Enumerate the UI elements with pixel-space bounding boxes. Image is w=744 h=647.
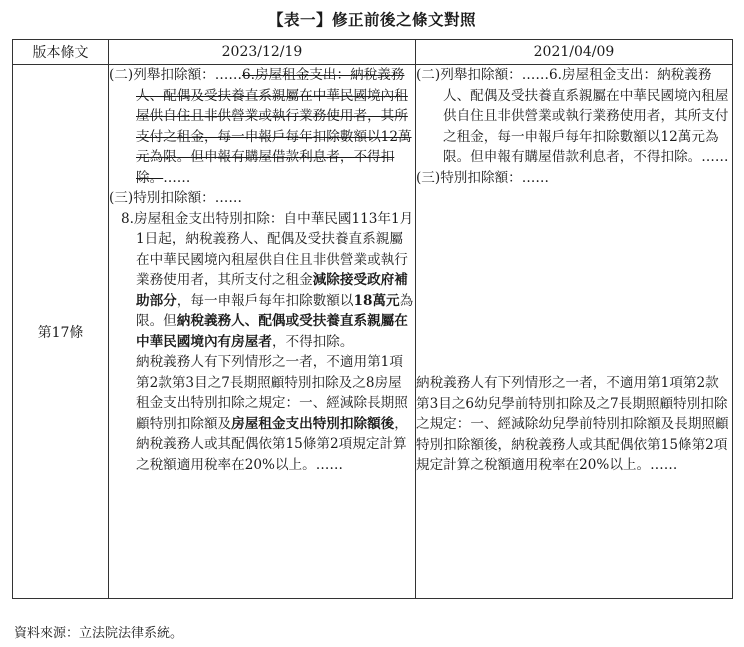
comparison-table [12,39,733,599]
header-label: 版本條文 [13,40,109,65]
article-number: 第17條 [13,65,109,599]
header-row [13,40,733,65]
header-new-date: 2023/12/19 [109,40,416,65]
old-item3: (三)特別扣除額：…… [416,169,549,186]
table-title: 【表一】修正前後之條文對照 [267,10,476,29]
new-item2-deleted-text: 6.房屋租金支出：納稅義務人、配偶及受扶養直系親屬在中華民國境內租屋供自住且非供營業或執行業務使用者，其所支付之租金，每一申報戶每年扣除數額以12萬元為限。但申報有購屋借款利息者，不得扣除。 [136,67,412,186]
new-item8-g: ，不得扣除。 [271,333,354,350]
old-spacer [416,188,732,373]
header-old-date: 2021/04/09 [416,40,733,65]
old-exclusion-para: 納稅義務人有下列情形之一者，不適用第1項第2款第3目之6幼兒學前特別扣除及之7長期照顧特別扣除之規定：一、經減除幼兒學前特別扣除額及長期照顧特別扣除額後，納稅義務人或其配偶依第15條第2項規定計算之稅額適用稅率在20%以上。…… [416,375,729,473]
new-item8-added-1: 減除接受政府補助部分 [136,272,408,309]
old-item2: (二)列舉扣除額：……6.房屋租金支出：納稅義務人、配偶及受扶養直系親屬在中華民國境內租屋供自住且非供營業或執行業務使用者，其所支付之租金，每一申報戶每年扣除數額以12萬元為限。但申報有購屋借款利息者，不得扣除。…… [416,67,729,165]
new-para-a: 納稅義務人有下列情形之一者，不適用第1項第2款第3目之7長期照顧特別扣除及之8房屋租金支出特別扣除之規定：一、經減除長期照顧特別扣除額及 [136,354,408,432]
new-item8-added-3: 納稅義務人、配偶或受扶養直系親屬在中華民國境內有房屋者 [136,313,408,350]
new-version-cell [109,65,416,599]
new-item8 [109,209,415,353]
new-item3: (三)特別扣除額：…… [109,190,242,206]
new-item2-suffix: …… [163,169,191,186]
new-item2 [109,65,415,188]
old-version-cell [416,65,733,599]
new-item8-e: 為限。但 [136,292,414,329]
new-para-added: 房屋租金支出特別扣除額後 [231,415,395,432]
new-item2-prefix: (二)列舉扣除額：…… [109,67,242,83]
source-note: 資料來源：立法院法律系統。 [14,626,184,641]
new-item8-added-2: 18萬元 [353,292,400,309]
new-item8-a: 8.房屋租金支出特別扣除：自中華民國113年1月1日起，納稅義務人、配偶及受扶養直系親屬在中華民國境內租屋供自住且非供營業或執行業務使用者，其所支付之租金 [121,210,414,288]
new-exclusion-para [109,352,415,475]
new-item8-c: ，每一申報戶每年扣除數額以 [176,292,354,309]
article-row [13,65,733,599]
new-para-c: ，納稅義務人或其配偶依第15條第2項規定計算之稅額適用稅率在20%以上。…… [136,415,408,473]
